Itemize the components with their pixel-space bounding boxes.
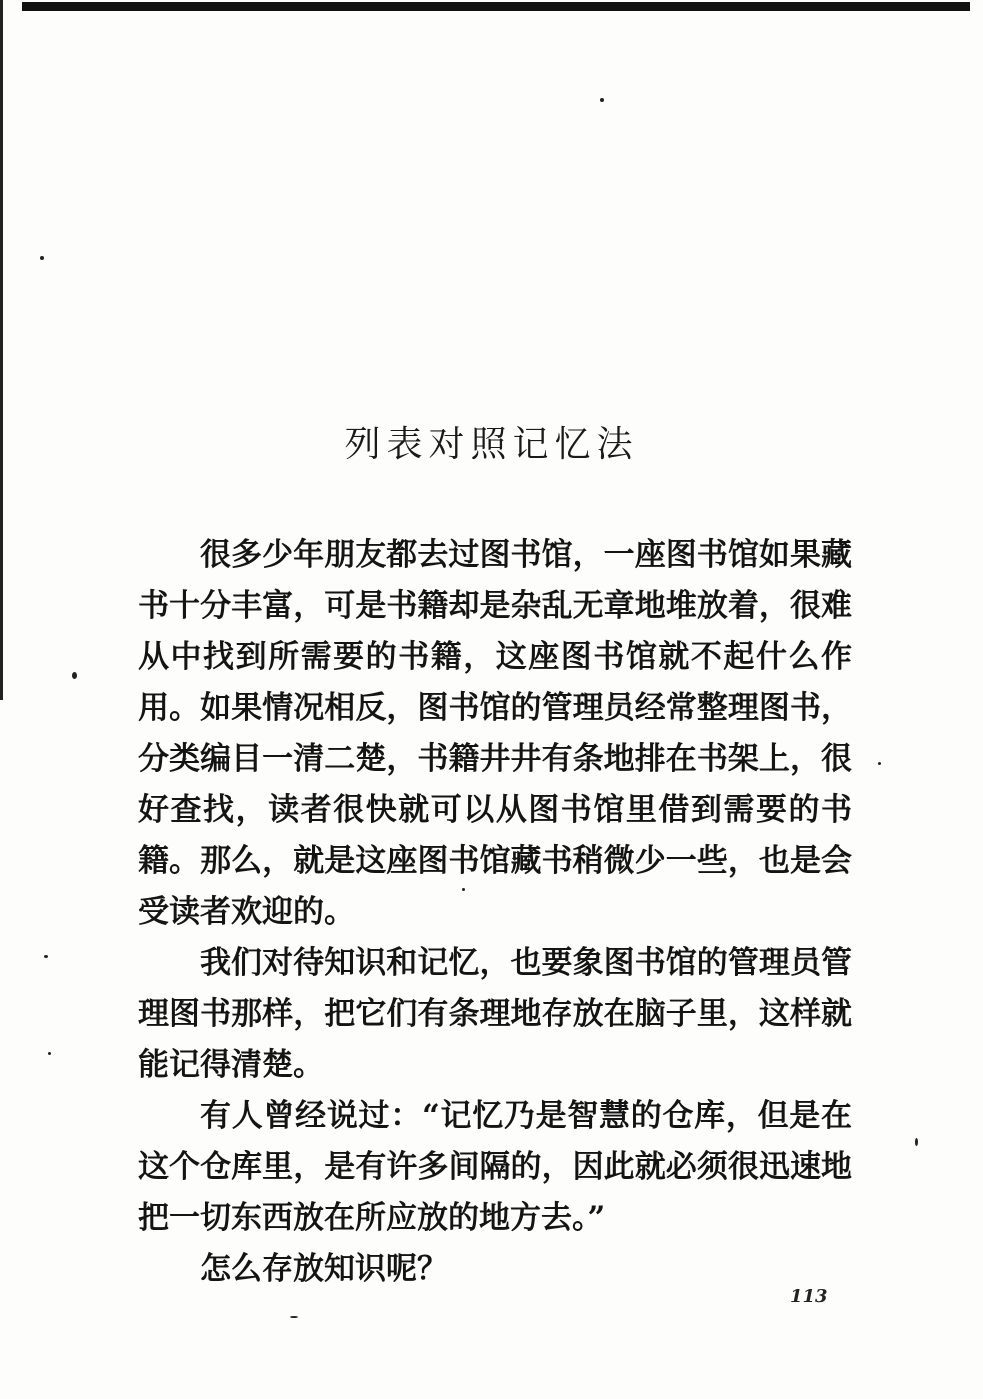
paragraph-3: 有人曾经说过：“记忆乃是智慧的仓库，但是在这个仓库里，是有许多间隔的，因此就必须很迅速地把一切东西放在所应放的地方去。” — [138, 1098, 852, 1236]
scan-speck — [290, 1316, 298, 1318]
page-title: 列表对照记忆法 — [344, 424, 639, 466]
paragraph-4: 怎么存放知识呢？ — [200, 1251, 448, 1287]
scan-speck — [72, 672, 77, 679]
scan-speck — [462, 888, 465, 891]
page-number: 113 — [790, 1286, 828, 1307]
scan-speck — [44, 955, 48, 958]
scan-speck — [48, 1052, 51, 1055]
top-border-rule — [22, 2, 970, 11]
body-text — [138, 530, 852, 1295]
paragraph-2: 我们对待知识和记忆，也要象图书馆的管理员管理图书那样，把它们有条理地存放在脑子里，这样就能记得清楚。 — [138, 945, 852, 1083]
paragraph-1: 很多少年朋友都去过图书馆，一座图书馆如果藏书十分丰富，可是书籍却是杂乱无章地堆放着，很难从中找到所需要的书籍，这座图书馆就不起什么作用。如果情况相反，图书馆的管理员经常整理图书，分类编目一清二楚，书籍井井有条地排在书架上，很好查找，读者很快就可以从图书馆里借到需要的书籍。那么，就是这座图书馆藏书稍微少一些，也是会受读者欢迎的。 — [138, 537, 852, 930]
scan-speck — [40, 256, 44, 260]
scan-speck — [915, 1138, 918, 1146]
left-page-edge — [0, 0, 3, 700]
scan-speck — [600, 98, 604, 102]
scan-speck — [878, 762, 881, 765]
